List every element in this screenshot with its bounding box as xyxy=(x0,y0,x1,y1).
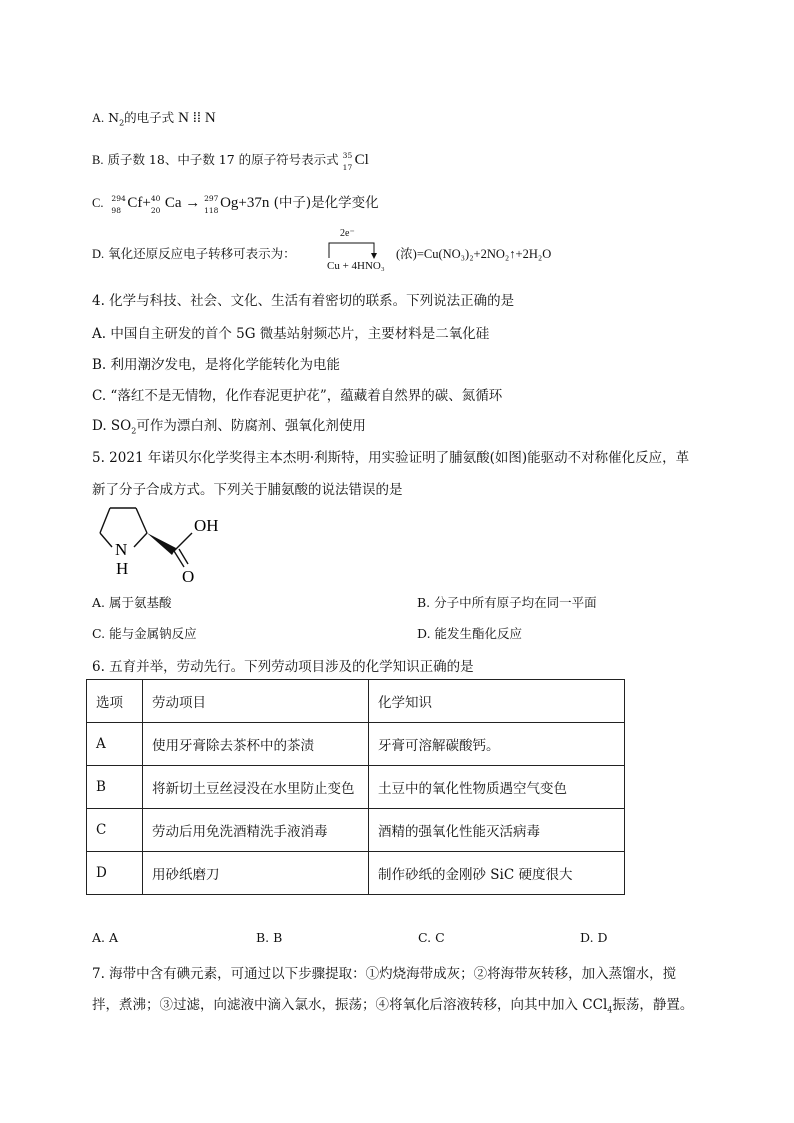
equation-reactants: Cu + 4HNO₃ xyxy=(327,260,385,272)
table-cell: C xyxy=(87,809,143,852)
q5-option-d: D. 能发生酯化反应 xyxy=(417,626,523,641)
table-header-cell: 选项 xyxy=(87,680,143,723)
table-cell: 用砂纸磨刀 xyxy=(143,852,369,895)
q6-table xyxy=(86,679,625,895)
option-text: 的电子式 xyxy=(124,110,175,125)
isotope-og: 297 118 xyxy=(204,194,219,215)
ring-bond xyxy=(134,533,147,547)
table-cell: 将新切土豆丝浸没在水里防止变色 xyxy=(143,766,369,809)
table-row xyxy=(87,766,625,809)
table-row xyxy=(87,852,625,895)
q5-option-c: C. 能与金属钠反应 xyxy=(92,626,197,641)
table-row xyxy=(87,809,625,852)
h-label: H xyxy=(116,559,129,578)
equation-products: (浓)=Cu(NO₃)₂+2NO₂↑+2H₂O xyxy=(396,247,552,261)
q6-answer-d: D. D xyxy=(580,930,608,945)
table-cell: 使用牙膏除去茶杯中的茶渍 xyxy=(143,723,369,766)
q3-option-d xyxy=(92,244,296,262)
electron-formula: N ⁞⁞ N xyxy=(178,110,216,126)
formula-n2: $N_2$ xyxy=(108,110,125,128)
o-label: O xyxy=(182,567,195,585)
option-label: D. xyxy=(92,247,105,261)
wedge-bond xyxy=(147,533,176,555)
ring-bond xyxy=(100,508,110,533)
c-o-double-bond xyxy=(174,551,184,567)
q4-stem: 4. 化学与科技、社会、文化、生活有着密切的联系。下列说法正确的是 xyxy=(92,293,515,309)
table-cell: D xyxy=(87,852,143,895)
table-header-cell: 化学知识 xyxy=(369,680,625,723)
q4-option-d: D. $SO_2$可作为漂白剂、防腐剂、强氧化剂使用 xyxy=(92,418,366,436)
q5-stem-line2: 新了分子合成方式。下列关于脯氨酸的说法错误的是 xyxy=(92,482,403,498)
n-label: N xyxy=(115,540,128,559)
q6-answer-a: A. A xyxy=(92,930,119,945)
table-cell: 制作砂纸的金刚砂 SiC 硬度很大 xyxy=(369,852,625,895)
option-text: 氧化还原反应电子转移可表示为： xyxy=(108,246,296,261)
q5-option-b: B. 分子中所有原子均在同一平面 xyxy=(417,595,597,610)
q4-option-a: A. 中国自主研发的首个 5G 微基站射频芯片，主要材料是二氧化硅 xyxy=(92,326,490,342)
q4-option-c: C. “落红不是无情物，化作春泥更护花”，蕴藏着自然界的碳、氮循环 xyxy=(92,388,503,404)
electron-transfer-arrow-icon xyxy=(326,238,378,260)
isotope-notation: 35 17 xyxy=(342,151,353,172)
ring-bond xyxy=(136,508,147,533)
table-header-row xyxy=(87,680,625,723)
table-header-cell: 劳动项目 xyxy=(143,680,369,723)
q3-option-a xyxy=(92,108,216,128)
option-text: 质子数 18、中子数 17 的原子符号表示式 xyxy=(107,152,339,167)
option-label: C. xyxy=(92,196,104,210)
table-cell: 酒精的强氧化性能灭活病毒 xyxy=(369,809,625,852)
isotope-cf: 294 98 xyxy=(111,194,126,215)
q5-option-a: A. 属于氨基酸 xyxy=(92,595,172,610)
q4-option-b: B. 利用潮汐发电，是将化学能转化为电能 xyxy=(92,357,341,373)
table-row xyxy=(87,723,625,766)
table-cell: 牙膏可溶解碳酸钙。 xyxy=(369,723,625,766)
option-label: A. xyxy=(92,111,105,125)
oh-label: OH xyxy=(194,516,219,535)
q7-stem-line2: 拌，煮沸；③过滤，向滤液中滴入氯水，振荡；④将氧化后溶液转移，向其中加入 CCl$_4$振荡，静置。 xyxy=(92,997,694,1015)
ring-bond xyxy=(100,533,112,547)
q7-stem-line1: 7. 海带中含有碘元素，可通过以下步骤提取：①灼烧海带成灰；②将海带灰转移，加入蒸馏水，搅 xyxy=(92,966,677,982)
table-cell: B xyxy=(87,766,143,809)
table-cell: 劳动后用免洗酒精洗手液消毒 xyxy=(143,809,369,852)
isotope-ca: 40 20 xyxy=(150,194,161,215)
q6-answer-b: B. B xyxy=(256,930,283,945)
q5-stem-line1: 5. 2021 年诺贝尔化学奖得主本杰明·利斯特，用实验证明了脯氨酸(如图)能驱动不对称催化反应，革 xyxy=(92,450,690,466)
electron-transfer-label: 2e⁻ xyxy=(340,228,355,239)
q3-option-c: C. 294 98 Cf+ 40 20 Ca → 297 118 Og+37n (中子)是化学变化 xyxy=(92,194,379,215)
q6-answer-c: C. C xyxy=(418,930,445,945)
option-text: (中子)是化学变化 xyxy=(269,195,379,211)
q3-option-b: B. 质子数 18、中子数 17 的原子符号表示式 35 17 Cl xyxy=(92,151,369,172)
option-label: B. xyxy=(92,153,104,167)
table-cell: A xyxy=(87,723,143,766)
table-cell: 土豆中的氧化性物质遇空气变色 xyxy=(369,766,625,809)
q6-stem: 6. 五育并举，劳动先行。下列劳动项目涉及的化学知识正确的是 xyxy=(92,659,474,675)
proline-structure xyxy=(92,505,232,585)
c-oh-bond xyxy=(174,533,192,551)
